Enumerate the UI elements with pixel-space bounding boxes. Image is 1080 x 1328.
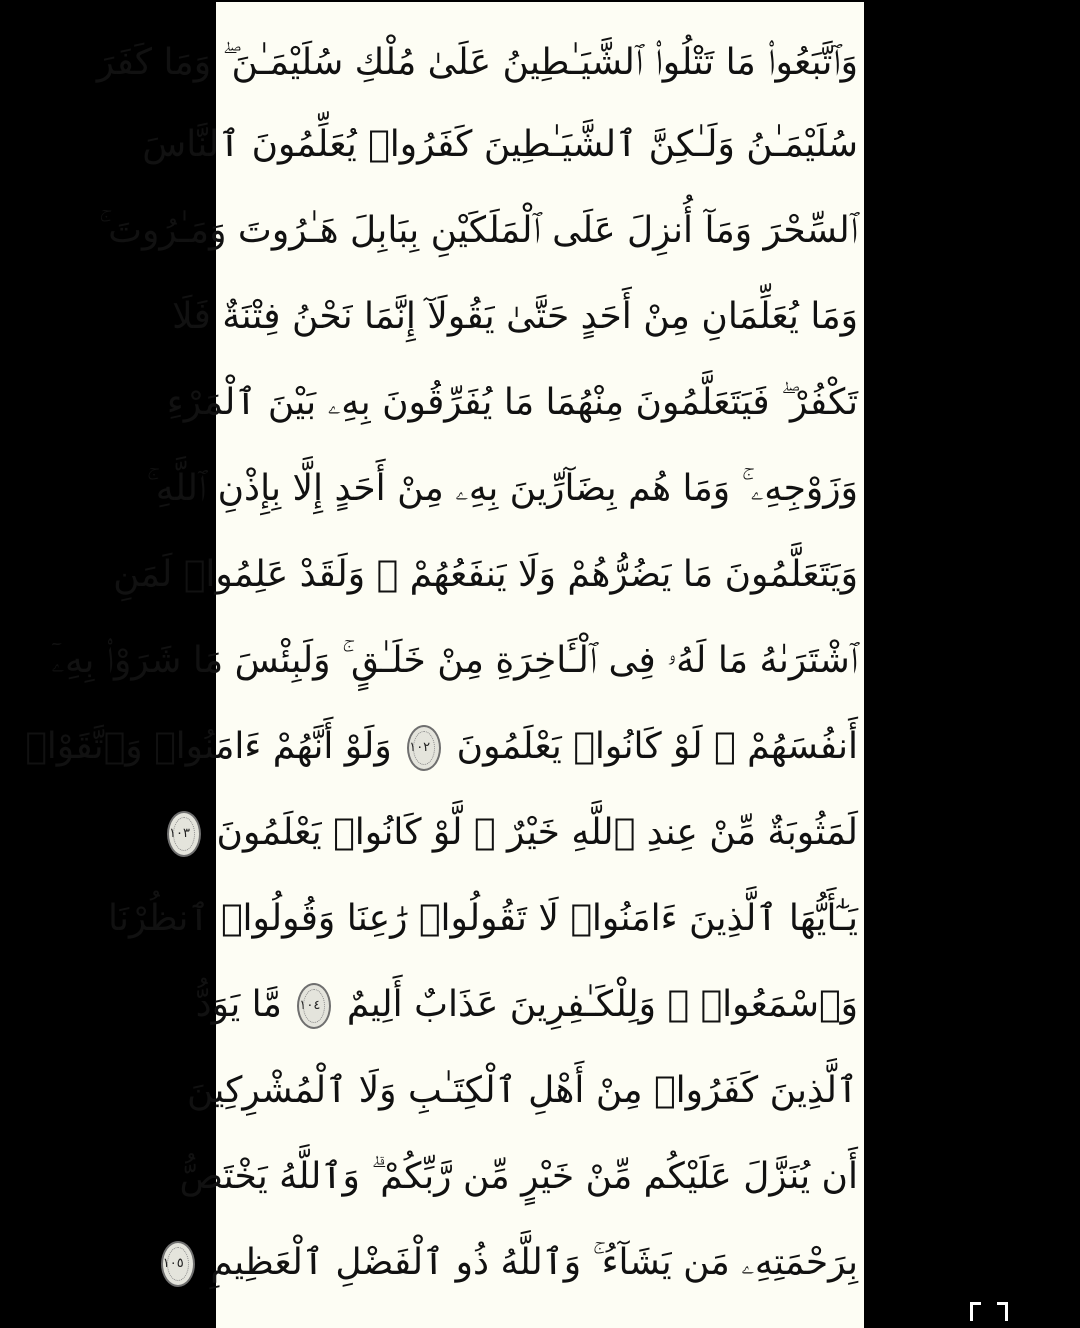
verse-line [195, 966, 858, 1044]
fullscreen-corner-right [997, 1302, 1008, 1321]
verse-text: وَزَوْجِهِۦ ۚ وَمَا هُم بِضَآرِّينَ بِهِۦ مِنْ أَحَدٍ إِلَّا بِإِذْنِ ٱللَّهِ ۚ [146, 468, 858, 509]
verse-text: لَمَثُوبَةٌ مِّنْ عِندِ ٱللَّهِ خَيْرٌ ۖ لَّوْ كَانُوا۟ يَعْلَمُونَ [216, 812, 858, 853]
verse-text: ٱلسِّحْرَ وَمَآ أُنزِلَ عَلَى ٱلْمَلَكَيْنِ بِبَابِلَ هَـٰرُوتَ وَمَـٰرُوتَ ۚ [99, 210, 858, 251]
verse-line [96, 24, 858, 102]
verse-text: ٱشْتَرَىٰهُ مَا لَهُۥ فِى ٱلْـَٔاخِرَةِ مِنْ خَلَـٰقٍ ۚ وَلَبِئْسَ مَا شَرَوْا۟ بِهِۦٓ [51, 640, 858, 681]
ayah-number-marker: ١٠٥ [161, 1241, 195, 1287]
verse-text: وَلَوْ أَنَّهُمْ ءَامَنُوا۟ وَٱتَّقَوْا۟ [25, 726, 392, 767]
verse-text: مَّا يَوَدُّ [195, 984, 282, 1025]
fullscreen-icon[interactable] [970, 1302, 1008, 1322]
verse-line [99, 192, 858, 270]
ayah-number-marker: ١٠٤ [297, 983, 331, 1029]
quran-page [25, 2, 864, 1328]
verse-line [166, 364, 858, 442]
verse-line [179, 1138, 858, 1216]
verse-line [146, 450, 858, 528]
verse-line [108, 880, 858, 958]
verse-text: وَٱتَّبَعُوا۟ مَا تَتْلُوا۟ ٱلشَّيَـٰطِينُ عَلَىٰ مُلْكِ سُلَيْمَـٰنَ ۖ وَمَا كَفَرَ [96, 42, 858, 83]
verse-text: وَيَتَعَلَّمُونَ مَا يَضُرُّهُمْ وَلَا يَنفَعُهُمْ ۚ وَلَقَدْ عَلِمُوا۟ لَمَنِ [113, 554, 858, 595]
verse-line [25, 708, 858, 786]
ayah-number-marker: ١٠٢ [407, 725, 441, 771]
verse-text: وَمَا يُعَلِّمَانِ مِنْ أَحَدٍ حَتَّىٰ يَقُولَآ إِنَّمَا نَحْنُ فِتْنَةٌ فَلَا [172, 296, 858, 337]
verse-text: بِرَحْمَتِهِۦ مَن يَشَآءُ ۚ وَٱللَّهُ ذُو ٱلْفَضْلِ ٱلْعَظِيمِ [210, 1242, 858, 1283]
verse-text: وَٱسْمَعُوا۟ ۗ وَلِلْكَـٰفِرِينَ عَذَابٌ أَلِيمٌ [346, 984, 858, 1025]
verse-line [113, 536, 858, 614]
verse-line [172, 278, 858, 356]
verse-text: أَن يُنَزَّلَ عَلَيْكُم مِّنْ خَيْرٍ مِّن رَّبِّكُمْ ۗ وَٱللَّهُ يَخْتَصُّ [179, 1156, 858, 1197]
verse-line [169, 794, 858, 872]
verse-line [186, 1052, 858, 1130]
verse-text: يَـٰٓأَيُّهَا ٱلَّذِينَ ءَامَنُوا۟ لَا تَقُولُوا۟ رَٰعِنَا وَقُولُوا۟ ٱنظُرْنَا [108, 898, 858, 939]
verse-line [51, 622, 858, 700]
verse-text: سُلَيْمَـٰنُ وَلَـٰكِنَّ ٱلشَّيَـٰطِينَ كَفَرُوا۟ يُعَلِّمُونَ ٱلنَّاسَ [142, 124, 858, 165]
verse-text: تَكْفُرْ ۖ فَيَتَعَلَّمُونَ مِنْهُمَا مَا يُفَرِّقُونَ بِهِۦ بَيْنَ ٱلْمَرْءِ [166, 382, 858, 423]
verse-text: أَنفُسَهُمْ ۚ لَوْ كَانُوا۟ يَعْلَمُونَ [456, 726, 858, 767]
verse-line [162, 1224, 858, 1302]
verse-text: ٱلَّذِينَ كَفَرُوا۟ مِنْ أَهْلِ ٱلْكِتَـٰبِ وَلَا ٱلْمُشْرِكِينَ [186, 1070, 858, 1111]
ayah-number-marker: ١٠٣ [167, 811, 201, 857]
verse-line [142, 106, 858, 184]
fullscreen-corner-left [970, 1302, 981, 1321]
